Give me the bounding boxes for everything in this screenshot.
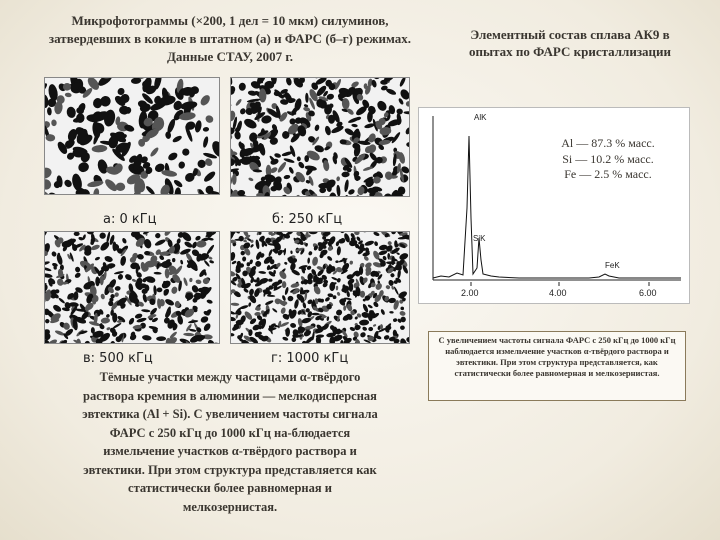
composition-fe: Fe — 2.5 % масс. [564,167,652,181]
peak-label-al: AlK [474,113,487,122]
caption-b: б: 250 кГц [272,212,343,227]
note-box: С увеличением частоты сигнала ФАРС с 250 кГц до 1000 кГц наблюдается измельчение участков α-твёрдого раствора и эвтектики. При этом структура представляется, как статистически более равномерная и мелкозернистая. [428,331,686,401]
micrograph-a-texture [45,78,219,194]
micrograph-a [44,77,220,195]
micrograph-g [230,231,410,344]
caption-g: г: 1000 кГц [271,351,349,366]
micrograph-b-texture [231,78,409,196]
micrograph-v [44,231,220,344]
tick-label-6: 6.00 [639,288,657,298]
peak-label-fe: FeK [605,261,620,270]
micrograph-v-texture [45,232,219,343]
description-text: Тёмные участки между частицами α-твёрдого раствора кремния в алюминии — мелкодисперсная эвтектика (Al + Si). С увеличением частоты сигнала ФАРС с 250 кГц до 1000 кГц на-блюдается измельчение участков α-твёрдого раствора и эвтектики. При этом структура представляется как статистически более равномерная и мелкозернистая. [82,370,378,514]
caption-a: а: 0 кГц [103,212,157,227]
left-title: Микрофотограммы (×200, 1 дел = 10 мкм) силуминов, затвердевших в кокиле в штатном (а) и ФАРС (б–г) режимах. Данные СТАУ, 2007 г. [48,13,412,64]
tick-label-2: 2.00 [461,288,479,298]
right-title: Элементный состав сплава АК9 в опытах по ФАРС кристаллизации [468,27,672,59]
composition-list [558,136,658,183]
micrograph-g-texture [231,232,409,343]
composition-si: Si — 10.2 % масс. [562,151,654,166]
composition-al: Al — 87.3 % масс. [561,136,655,150]
caption-v: в: 500 кГц [83,351,153,366]
peak-label-si: SiK [473,234,486,243]
tick-label-4: 4.00 [549,288,567,298]
micrograph-b [230,77,410,197]
